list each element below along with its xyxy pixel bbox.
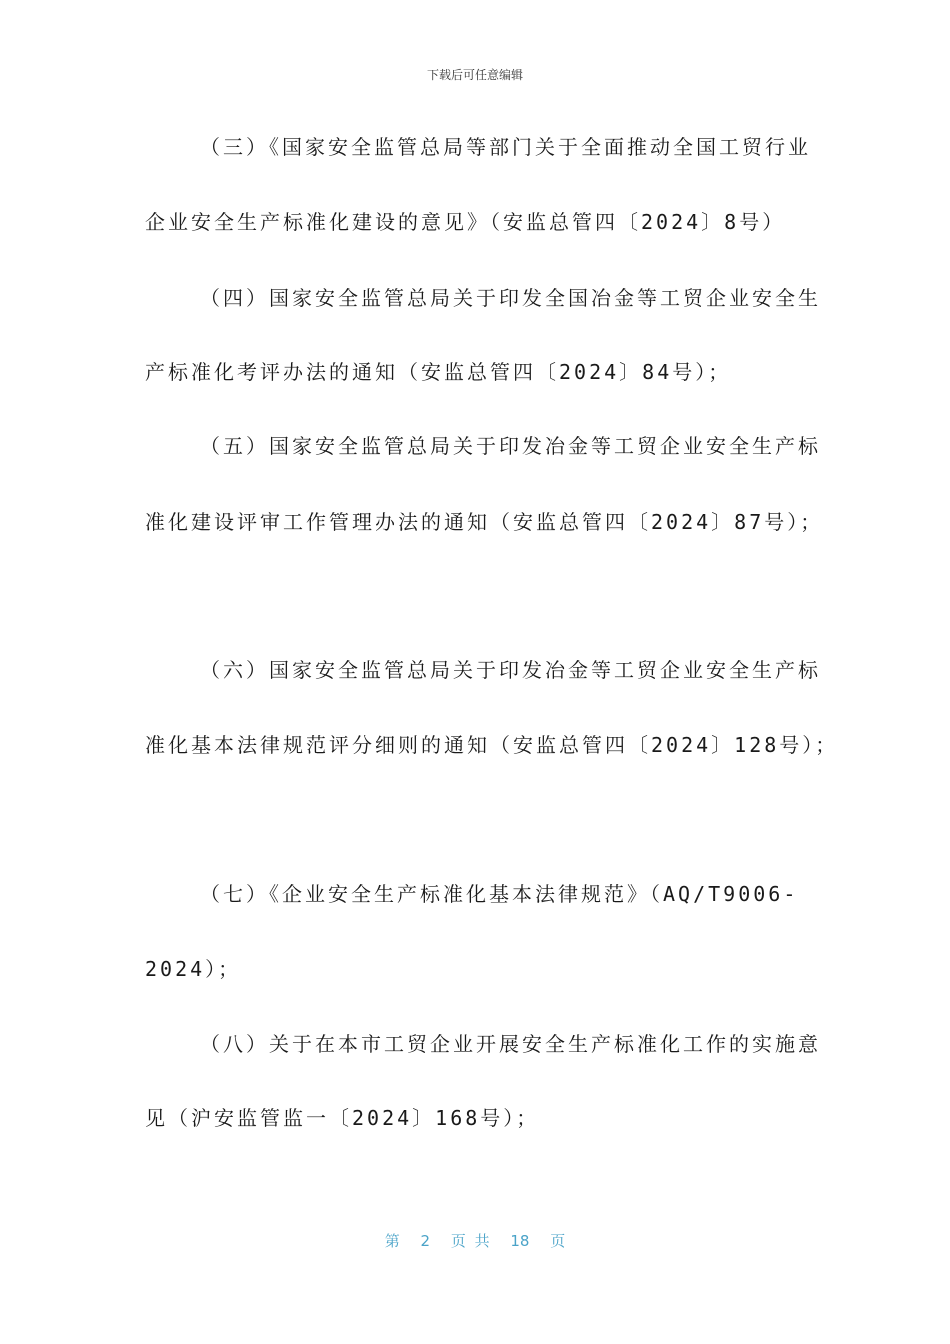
footer-suffix: 页 xyxy=(550,1232,566,1250)
paragraph-7-line-1: （七）《企业安全生产标准化基本法律规范》（AQ/T9006- xyxy=(200,882,799,906)
paragraph-6-line-1: （六）国家安全监管总局关于印发冶金等工贸企业安全生产标 xyxy=(200,658,821,682)
paragraph-5-line-2: 准化建设评审工作管理办法的通知（安监总管四〔2024〕87号）； xyxy=(145,510,824,534)
footer-page-number: 2 xyxy=(420,1232,431,1250)
paragraph-3-line-1: （三）《国家安全监管总局等部门关于全面推动全国工贸行业 xyxy=(200,135,811,159)
page-header: 下载后可任意编辑 xyxy=(426,68,523,82)
paragraph-7-line-2: 2024）； xyxy=(145,957,242,981)
paragraph-5-line-1: （五）国家安全监管总局关于印发冶金等工贸企业安全生产标 xyxy=(200,434,821,458)
paragraph-4-line-1: （四）国家安全监管总局关于印发全国冶金等工贸企业安全生 xyxy=(200,286,821,310)
page-footer xyxy=(0,1230,950,1251)
paragraph-8-line-1: （八）关于在本市工贸企业开展安全生产标准化工作的实施意 xyxy=(200,1032,821,1056)
paragraph-3-line-2: 企业安全生产标准化建设的意见》（安监总管四〔2024〕8号） xyxy=(145,210,786,234)
paragraph-6-line-2: 准化基本法律规范评分细则的通知（安监总管四〔2024〕128号）； xyxy=(145,733,839,757)
footer-total-pages: 18 xyxy=(510,1232,530,1250)
paragraph-4-line-2: 产标准化考评办法的通知（安监总管四〔2024〕84号）； xyxy=(145,360,732,384)
paragraph-8-line-2: 见（沪安监管监一〔2024〕168号）； xyxy=(145,1106,540,1130)
footer-middle: 页 共 xyxy=(450,1232,490,1250)
footer-prefix: 第 xyxy=(384,1232,400,1250)
